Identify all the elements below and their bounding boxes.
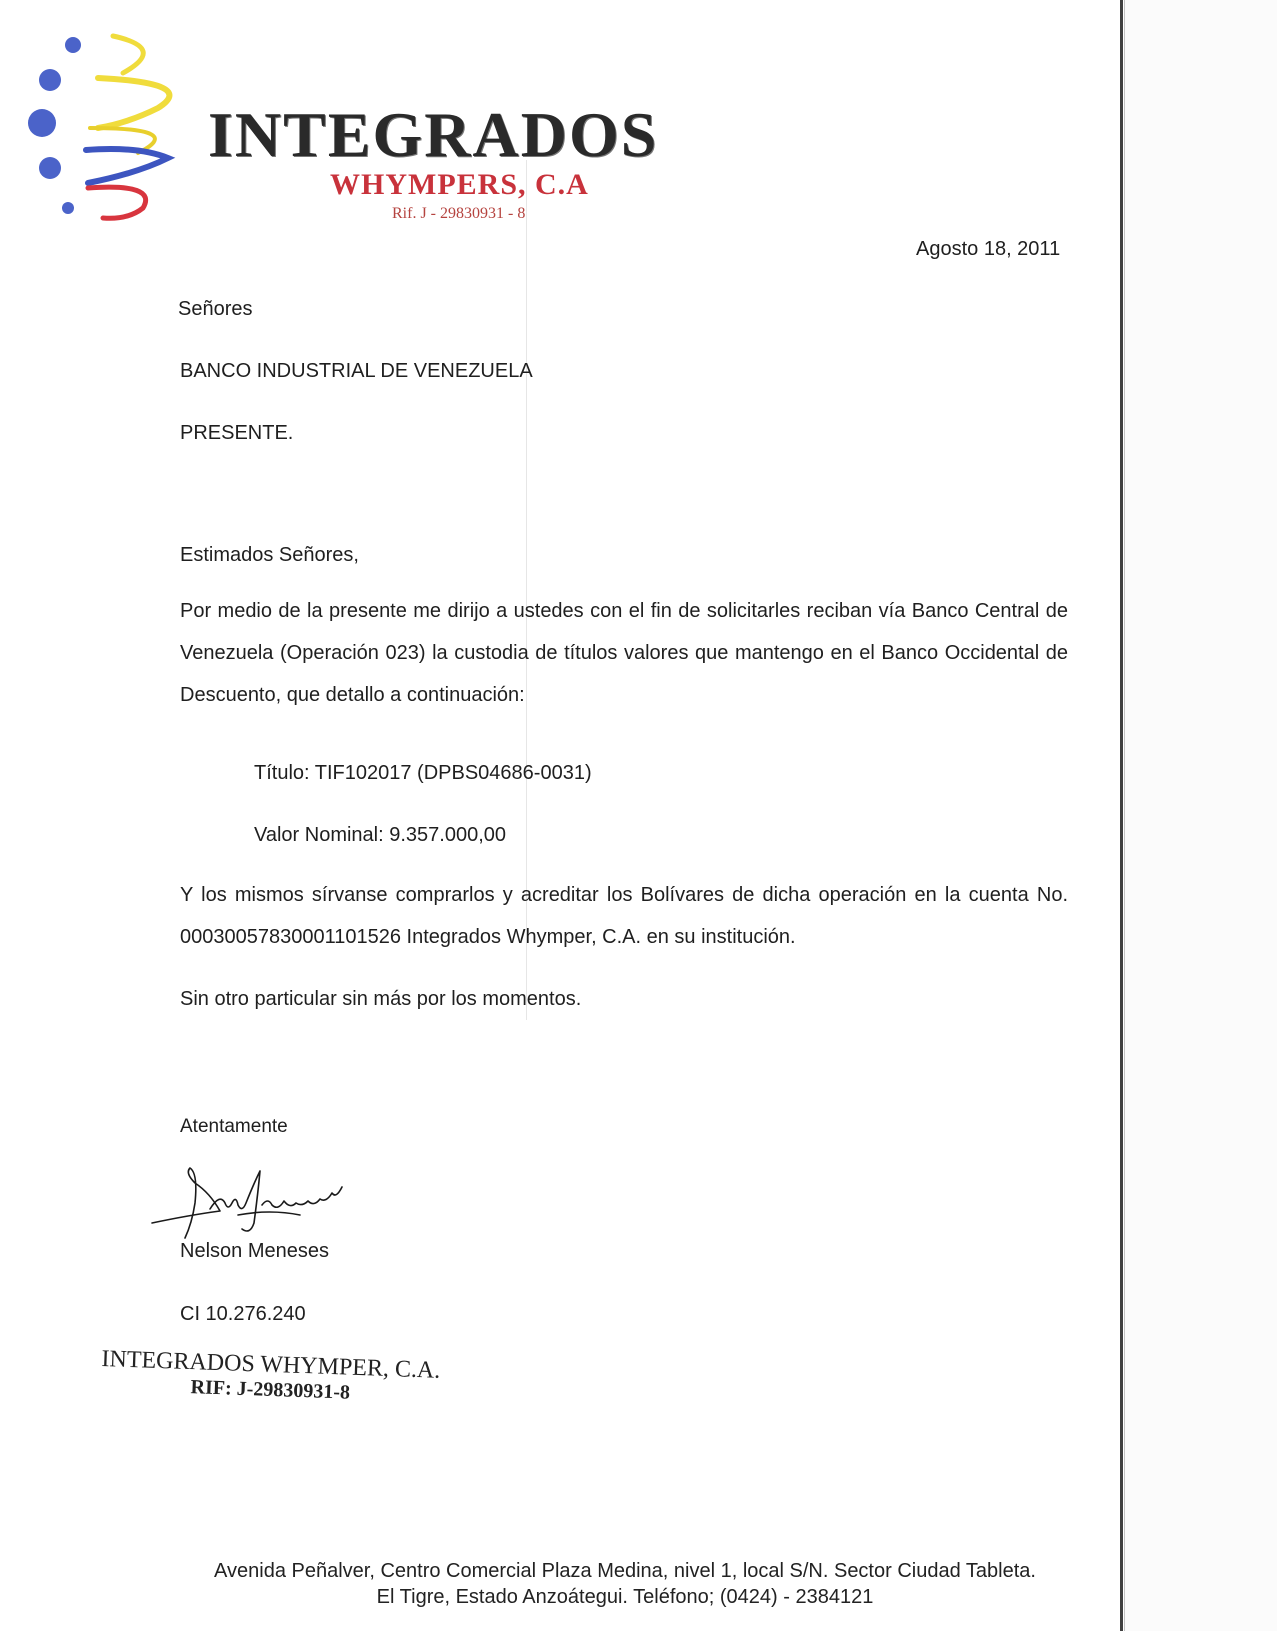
- scan-edge-shadow: [1124, 0, 1125, 1631]
- valor-nominal-line: Valor Nominal: 9.357.000,00: [254, 824, 507, 846]
- recipient-name: BANCO INDUSTRIAL DE VENEZUELA: [180, 360, 533, 382]
- closing-line: Sin otro particular sin más por los momentos.: [180, 988, 582, 1010]
- letterhead-logo: [28, 28, 728, 238]
- body-paragraph-2: Y los mismos sírvanse comprarlos y acreditar los Bolívares de dicha operación en la cuenta No. 00030057830001101526 Integrados Whymper, C.A. en su institución.: [180, 884, 1068, 948]
- logo-subtitle: WHYMPERS, C.A: [330, 168, 589, 201]
- stamp-company: INTEGRADOS WHYMPER, C.A.: [101, 1346, 441, 1384]
- letter-date: Agosto 18, 2011: [916, 238, 1061, 260]
- company-stamp: [100, 1346, 440, 1408]
- salutation-to: Señores: [178, 298, 253, 320]
- body-paragraph-1: Por medio de la presente me dirijo a ustedes con el fin de solicitarles reciban vía Banco Central de Venezuela (Operación 023) la custodia de títulos valores que mantengo en el Banco Occidental de Descuento, que detallo a continuación:: [180, 600, 1068, 706]
- logo-swirl-icon: [28, 28, 208, 238]
- handwritten-signature: [150, 1163, 370, 1243]
- sign-off: Atentamente: [180, 1116, 288, 1137]
- logo-rif: Rif. J - 29830931 - 8: [392, 205, 526, 222]
- footer-line-1: Avenida Peñalver, Centro Comercial Plaza Medina, nivel 1, local S/N. Sector Ciudad Tableta.: [214, 1560, 1036, 1582]
- stamp-rif: RIF: J-29830931-8: [190, 1376, 351, 1404]
- logo-title: INTEGRADOS: [208, 99, 659, 170]
- titulo-line: Título: TIF102017 (DPBS04686-0031): [254, 762, 592, 784]
- presente-line: PRESENTE.: [180, 422, 294, 444]
- scan-edge-line: [1120, 0, 1123, 1631]
- greeting: Estimados Señores,: [180, 544, 359, 566]
- footer-line-2: El Tigre, Estado Anzoátegui. Teléfono; (0424) - 2384121: [376, 1586, 874, 1608]
- signer-name: Nelson Meneses: [180, 1240, 329, 1262]
- footer-address: [150, 1558, 1100, 1610]
- signer-id: CI 10.276.240: [180, 1303, 306, 1325]
- scan-right-margin: [1125, 0, 1277, 1631]
